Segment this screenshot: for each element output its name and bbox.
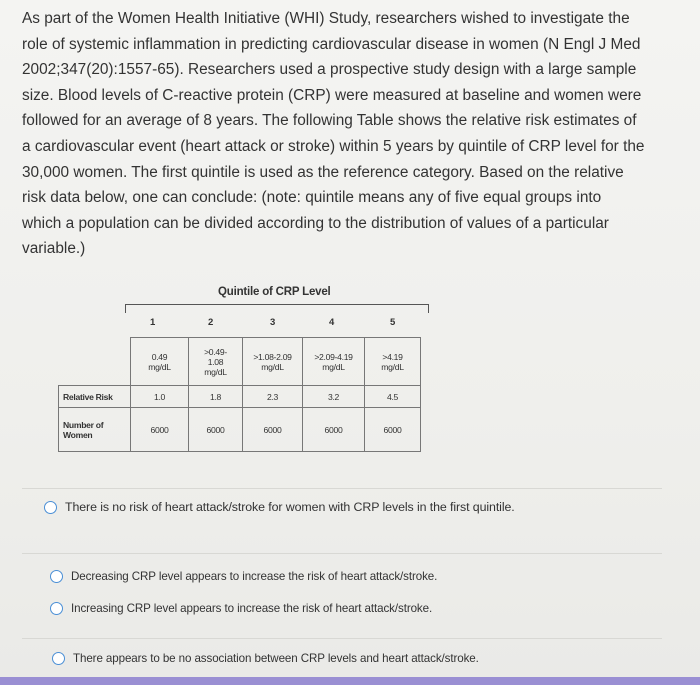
row-label [59,408,131,452]
quintile-bracket [125,304,429,313]
crp-level-cell [243,338,303,386]
relative-risk-value: 1.8 [189,386,243,408]
crp-level-text: >1.08-2.09 [253,351,292,362]
question-line: role of systemic inflammation in predicting cardiovascular disease in women (N Engl J Med [22,35,641,53]
answer-option[interactable] [52,652,479,665]
crp-level-text: >4.19 [382,351,403,362]
relative-risk-value: 4.5 [365,386,421,408]
number-of-women-value: 6000 [131,408,189,452]
answer-option-text: There is no risk of heart attack/stroke for women with CRP levels in the first quintile. [65,500,515,514]
crp-level-unit: mg/dL [261,361,284,372]
crp-level-unit: mg/dL [381,361,404,372]
quintile-number: 4 [329,317,335,328]
answer-option-text: Increasing CRP level appears to increase the risk of heart attack/stroke. [71,602,433,615]
answer-option-text: There appears to be no association between CRP levels and heart attack/stroke. [73,652,479,665]
row-label-line: Number of [63,419,104,430]
divider [22,488,662,489]
quintile-number: 3 [270,317,276,328]
number-of-women-value: 6000 [365,408,421,452]
crp-level-cell [365,338,421,386]
bottom-accent-bar [0,677,700,685]
quintile-number: 1 [150,317,156,328]
answer-option[interactable] [50,570,437,583]
answer-option-text: Decreasing CRP level appears to increase the risk of heart attack/stroke. [71,570,438,583]
radio-button[interactable] [50,602,63,615]
divider [22,553,662,554]
table-title: Quintile of CRP Level [218,286,331,298]
crp-level-cell [303,338,365,386]
radio-button[interactable] [50,570,63,583]
question-line: As part of the Women Health Initiative (WHI) Study, researchers wished to investigate the [22,10,630,27]
crp-level-unit: mg/dL [322,361,345,372]
crp-level-text: >2.09-4.19 [314,351,353,362]
radio-button[interactable] [44,501,57,514]
number-of-women-value: 6000 [243,408,303,452]
number-of-women-row [59,408,421,452]
crp-level-cell [131,338,189,386]
question-line: 30,000 women. The first quintile is used as the reference category. Based on the relative [22,163,624,181]
question-line: which a population can be divided according to the distribution of values of a particular [22,214,609,232]
relative-risk-value: 2.3 [243,386,303,408]
quintile-number: 2 [208,317,214,328]
crp-level-cell [189,338,243,386]
answer-option[interactable] [44,500,515,514]
radio-button[interactable] [52,652,65,665]
row-label: Relative Risk [59,386,131,408]
relative-risk-value: 1.0 [131,386,189,408]
relative-risk-row [59,386,421,408]
question-line: size. Blood levels of C-reactive protein (CRP) were measured at baseline and women were [22,86,642,104]
empty-corner [59,338,131,386]
crp-level-unit: mg/dL [204,366,227,377]
crp-level-text: >0.49- [204,346,227,357]
question-line: variable.) [22,240,86,258]
divider [22,638,662,639]
question-line: 2002;347(20):1557-65). Researchers used a prospective study design with a large sample [22,61,637,79]
row-label-line: Women [63,429,93,440]
number-of-women-value: 6000 [303,408,365,452]
crp-level-text: 1.08 [207,356,224,367]
question-line: a cardiovascular event (heart attack or stroke) within 5 years by quintile of CRP level for the [22,137,645,155]
relative-risk-value: 3.2 [303,386,365,408]
answer-option[interactable] [50,602,432,615]
crp-level-row [59,338,421,386]
quintile-number: 5 [390,317,396,328]
number-of-women-value: 6000 [189,408,243,452]
question-text [22,6,682,262]
crp-level-unit: mg/dL [148,361,171,372]
crp-table [58,337,421,452]
question-line: followed for an average of 8 years. The following Table shows the relative risk estimates of [22,112,637,130]
question-line: risk data below, one can conclude: (note: quintile means any of five equal groups into [22,189,602,207]
crp-level-text: 0.49 [151,351,168,362]
